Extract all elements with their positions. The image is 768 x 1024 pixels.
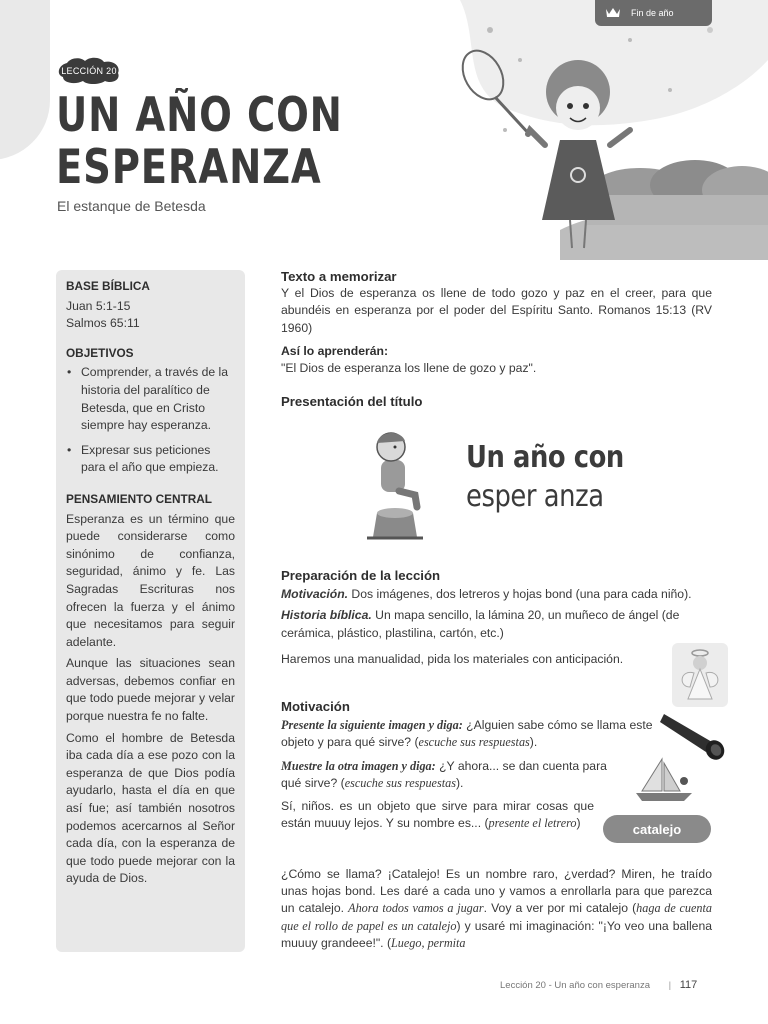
crown-icon bbox=[605, 6, 621, 20]
objectives-heading: OBJETIVOS bbox=[66, 345, 134, 360]
hero-illustration bbox=[420, 0, 768, 260]
base-ref: Juan 5:1-15 bbox=[66, 298, 131, 313]
base-heading: BASE BÍBLICA bbox=[66, 279, 150, 293]
telescope-image bbox=[660, 708, 730, 760]
p3-text: Sí, niños. es un objeto que sirve para mirar cosas que están muuuy lejos. Y su nombre es... ( bbox=[281, 799, 594, 831]
preparation-heading: Preparación de la lección bbox=[281, 568, 441, 583]
motivation-text: Dos imágenes, dos letreros y hojas bond (una para cada niño). bbox=[348, 587, 692, 602]
memorize-verse: Y el Dios de esperanza os llene de todo gozo y paz en el creer, para que abundéis en esperanza por el poder del Espíritu Santo. Romanos 15:13 (RV 1960) bbox=[281, 286, 712, 335]
p2-instruction: Muestre la otra imagen y diga: bbox=[281, 758, 436, 773]
main-content bbox=[281, 268, 712, 410]
p3-note: presente el letrero bbox=[488, 816, 577, 831]
objective-item: • Comprender, a través de la historia del paralítico de Betesda, que en Cristo siempre hay esperanza. bbox=[66, 364, 235, 434]
motivation-label: Motivación. bbox=[281, 587, 349, 602]
p1-instruction: Presente la siguiente imagen y diga: bbox=[281, 718, 463, 733]
p3-end: ) bbox=[576, 816, 581, 831]
p4-a: ¿Cómo se llama? ¡Catalejo! Es un nombre raro, ¿verdad? Miren, he traído unas hojas bond. Les daré a cada uno y vamos a enrollarla para que parezca un catalejo. bbox=[281, 867, 712, 916]
motivation-p2 bbox=[281, 758, 621, 792]
base-ref: Salmos 65:11 bbox=[66, 316, 140, 331]
section-tab-label: Fin de año bbox=[631, 8, 674, 18]
motivation-heading: Motivación bbox=[281, 699, 350, 714]
central-paragraph: Como el hombre de Betesda iba cada día a ese pozo con la esperanza de que Dios podía ayudarlo, hasta el día en que así fue; así también nosotros podemos acercarnos al Señor cada día, con la esperanza de que todo puede mejorar con la ayuda de Dios. bbox=[66, 730, 235, 886]
preparation-history bbox=[281, 607, 712, 641]
preparation-craft: Haremos una manualidad, pida los materiales con anticipación. bbox=[281, 651, 624, 666]
p4-e: ) y usaré mi imaginación: "¡Yo veo una ballena muuuy grandeee!". ( bbox=[281, 918, 712, 950]
memorize-heading: Texto a memorizar bbox=[281, 269, 397, 284]
p1-text: ¿Alguien sabe cómo se llama este objeto y para qué sirve? ( bbox=[281, 718, 653, 750]
page-footer: Lección 20 - Un año con esperanza | 117 bbox=[500, 979, 698, 991]
boy-on-stump-illustration bbox=[355, 425, 435, 543]
sidebar-panel bbox=[56, 270, 245, 952]
motivation-p4 bbox=[281, 866, 712, 952]
p2-end: ). bbox=[455, 775, 464, 790]
section-tab bbox=[595, 0, 712, 26]
sailboat-image bbox=[632, 755, 698, 805]
preparation-section bbox=[281, 567, 712, 668]
presentation-heading: Presentación del título bbox=[281, 394, 423, 410]
motivation-p3 bbox=[281, 798, 594, 832]
page-subtitle: El estanque de Betesda bbox=[57, 198, 206, 214]
footer-lesson: Lección 20 - Un año con esperanza bbox=[500, 980, 650, 991]
presentation-title-line-2: esper anza bbox=[466, 479, 604, 514]
background-blob bbox=[0, 0, 50, 160]
page-number: 117 bbox=[679, 979, 698, 991]
presentation-title-line-1: Un año con bbox=[466, 440, 624, 475]
p4-c: . Voy a ver por mi catalejo ( bbox=[483, 901, 637, 916]
motivation-continued bbox=[281, 866, 712, 952]
history-text: Un mapa sencillo, la lámina 20, un muñeco de ángel (de cerámica, plástico, plastilina, cartón, etc.) bbox=[281, 608, 680, 640]
motivation-p1 bbox=[281, 717, 661, 751]
central-paragraph: Esperanza es un término que puede considerarse como sinónimo de confianza, seguridad, ánimo y fe. Las Sagradas Escrituras nos ofrecen la fuerza y el ánimo que necesitamos para seguir adelante. bbox=[66, 511, 235, 649]
history-label: Historia bíblica. bbox=[281, 608, 372, 623]
p4-d: haga de cuenta que el rollo de papel es un catalejo bbox=[281, 901, 713, 933]
p4-f: Luego, permita bbox=[391, 935, 466, 950]
learn-text: "El Dios de esperanza los llene de gozo y paz". bbox=[281, 361, 537, 376]
angel-image bbox=[672, 643, 728, 707]
central-heading: PENSAMIENTO CENTRAL bbox=[66, 491, 212, 506]
p2-text: ¿Y ahora... se dan cuenta para qué sirve? ( bbox=[281, 758, 607, 790]
title-line-1: UN AÑO CON bbox=[56, 88, 343, 143]
catalejo-sign: catalejo bbox=[603, 815, 711, 843]
base-refs bbox=[66, 298, 235, 333]
preparation-motivation bbox=[281, 586, 712, 603]
learn-heading: Así lo aprenderán: bbox=[281, 343, 389, 358]
page-title bbox=[56, 90, 343, 194]
motivation-section bbox=[281, 698, 661, 832]
p4-b: Ahora todos vamos a jugar bbox=[348, 901, 484, 916]
p1-note: escuche sus respuestas bbox=[418, 735, 530, 750]
p2-note: escuche sus respuestas bbox=[344, 775, 456, 790]
lesson-badge bbox=[57, 57, 121, 84]
objectives-list bbox=[66, 364, 235, 477]
lesson-badge-label: LECCIÓN 20 bbox=[61, 65, 117, 76]
objective-item: • Expresar sus peticiones para el año que empieza. bbox=[66, 442, 235, 477]
central-paragraph: Aunque las situaciones sean adversas, debemos confiar en que todo puede mejorar y velar porque nuestra fe no falte. bbox=[66, 656, 235, 724]
title-line-2: ESPERANZA bbox=[56, 140, 322, 195]
p1-end: ). bbox=[529, 735, 538, 750]
